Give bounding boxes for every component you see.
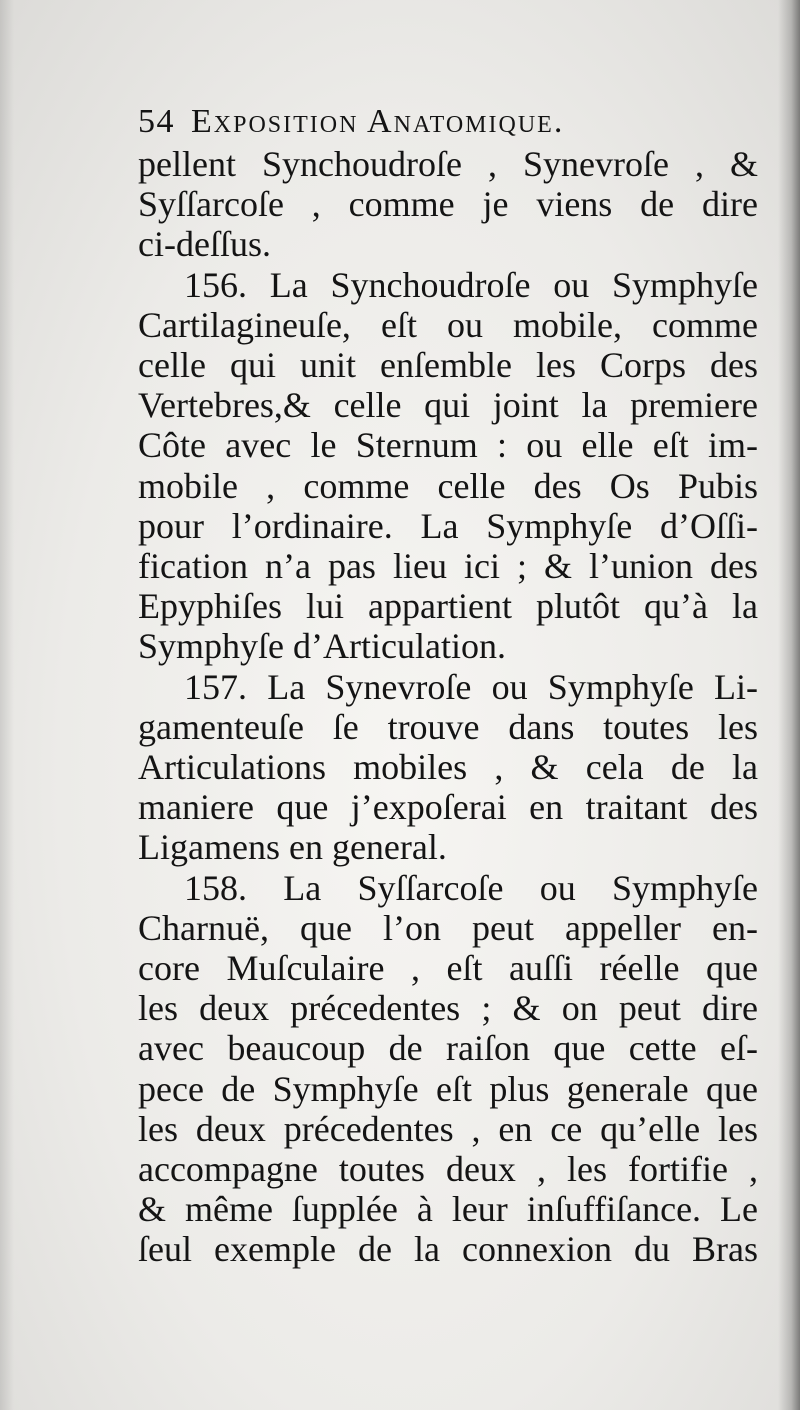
text-line: accompagne toutes deux , les fortifie , — [138, 1149, 758, 1190]
paragraph-157-start: 157. La Synevroſe ou Symphyſe Li- — [184, 666, 758, 707]
running-header — [138, 100, 758, 144]
text-line: ſeul exemple de la connexion du Bras — [138, 1229, 758, 1270]
text-line: Ligamens en general. — [138, 827, 447, 868]
text-line: Syſſarcoſe , comme je viens de dire — [138, 184, 758, 225]
paragraph-158-start: 158. La Syſſarcoſe ou Symphyſe — [184, 867, 758, 908]
text-line: maniere que j’expoſerai en traitant des — [138, 787, 758, 828]
page-number: 54 — [138, 103, 175, 140]
text-line: pour l’ordinaire. La Symphyſe d’Oſſi- — [138, 505, 758, 546]
text-line: celle qui unit enſemble les Corps des — [138, 345, 758, 386]
text-line: & même ſupplée à leur inſuffiſance. Le — [138, 1189, 758, 1230]
text-line: fication n’a pas lieu ici ; & l’union des — [138, 546, 758, 587]
text-line: Cartilagineuſe, eſt ou mobile, comme — [138, 304, 758, 345]
text-line: core Muſculaire , eſt auſſi réelle que — [138, 948, 758, 989]
text-line: pece de Symphyſe eſt plus generale que — [138, 1068, 758, 1109]
page-edge-shadow — [778, 0, 800, 1410]
text-line: pellent Synchoudroſe , Synevroſe , & — [138, 144, 758, 184]
text-line: les deux précedentes , en ce qu’elle les — [138, 1108, 758, 1149]
text-line: Epyphiſes lui appartient plutôt qu’à la — [138, 586, 758, 627]
running-title: Exposition Anatomique. — [191, 103, 565, 140]
text-line: mobile , comme celle des Os Pubis — [138, 465, 758, 506]
text-line: Articulations mobiles , & cela de la — [138, 747, 758, 788]
page-text — [138, 100, 758, 1270]
text-line: Côte avec le Sternum : ou elle eſt im- — [138, 425, 758, 466]
text-line: Symphyſe d’Articulation. — [138, 626, 506, 667]
text-line: les deux précedentes ; & on peut dire — [138, 988, 758, 1029]
text-line: Charnuë, que l’on peut appeller en- — [138, 907, 758, 948]
text-line: Vertebres,& celle qui joint la premiere — [138, 385, 758, 426]
text-line: ci-deſſus. — [138, 224, 271, 265]
page-gutter-shadow — [0, 0, 14, 1410]
paragraph-156-start: 156. La Synchoudroſe ou Symphyſe — [184, 264, 758, 305]
text-line: avec beaucoup de raiſon que cette eſ- — [138, 1028, 758, 1069]
text-line: gamenteuſe ſe trouve dans toutes les — [138, 706, 758, 747]
